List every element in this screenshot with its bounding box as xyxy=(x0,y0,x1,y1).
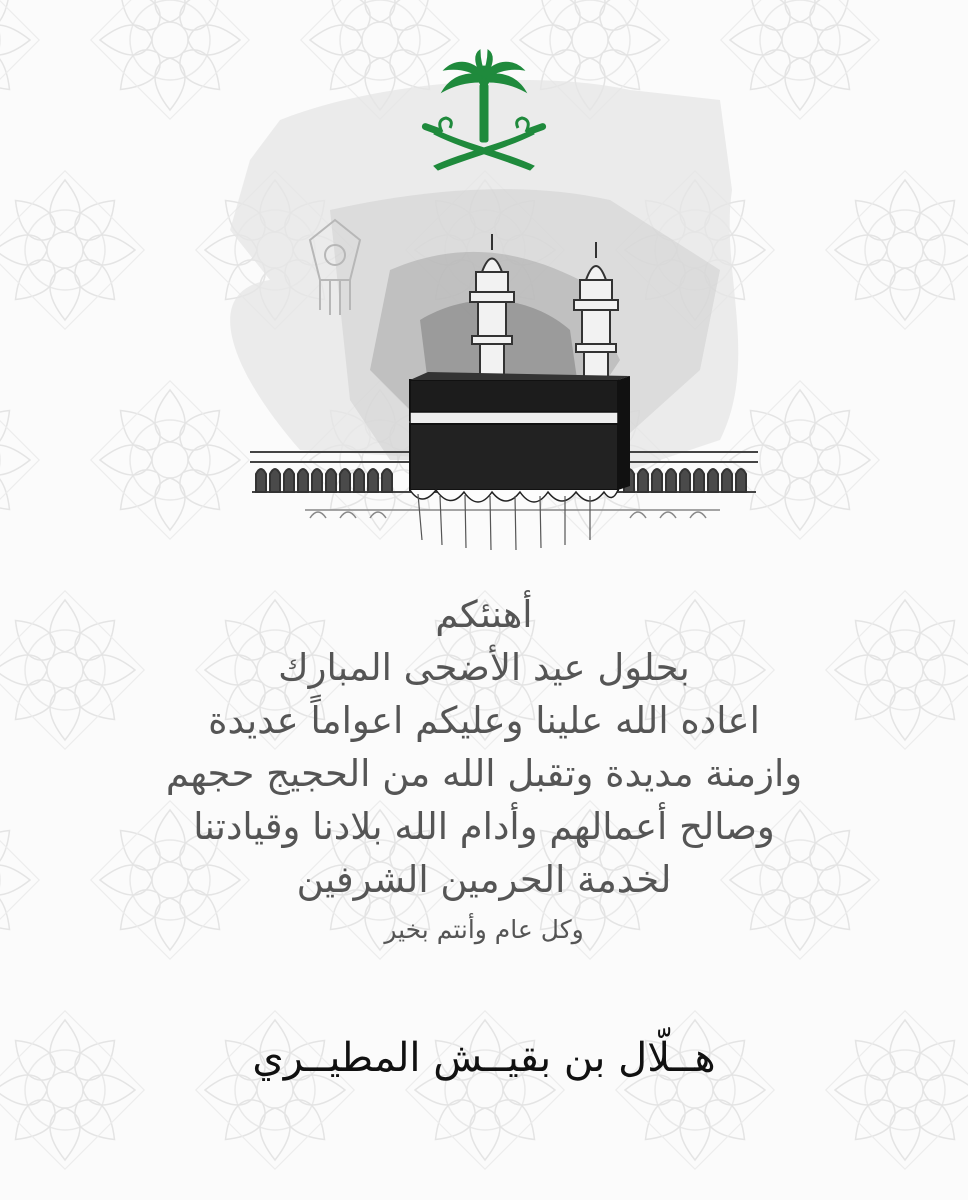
saudi-emblem-icon xyxy=(414,48,554,176)
greeting-text xyxy=(84,588,884,954)
greeting-closing: وكل عام وأنتم بخير xyxy=(384,915,584,944)
greeting-line-1: أهنئكم xyxy=(435,593,533,636)
greeting-line-2: بحلول عيد الأضحى المبارك xyxy=(278,646,690,689)
greeting-line-6: لخدمة الحرمين الشرفين xyxy=(296,858,672,901)
signature: هــلّال بن بقيــش المطيــري xyxy=(252,1035,716,1081)
greeting-line-5: وصالح أعمالهم وأدام الله بلادنا وقيادتنا xyxy=(193,805,775,848)
greeting-line-4: وازمنة مديدة وتقبل الله من الحجيج حجهم xyxy=(165,752,803,795)
greeting-line-3: اعاده الله علينا وعليكم اعواماً عديدة xyxy=(208,699,760,742)
